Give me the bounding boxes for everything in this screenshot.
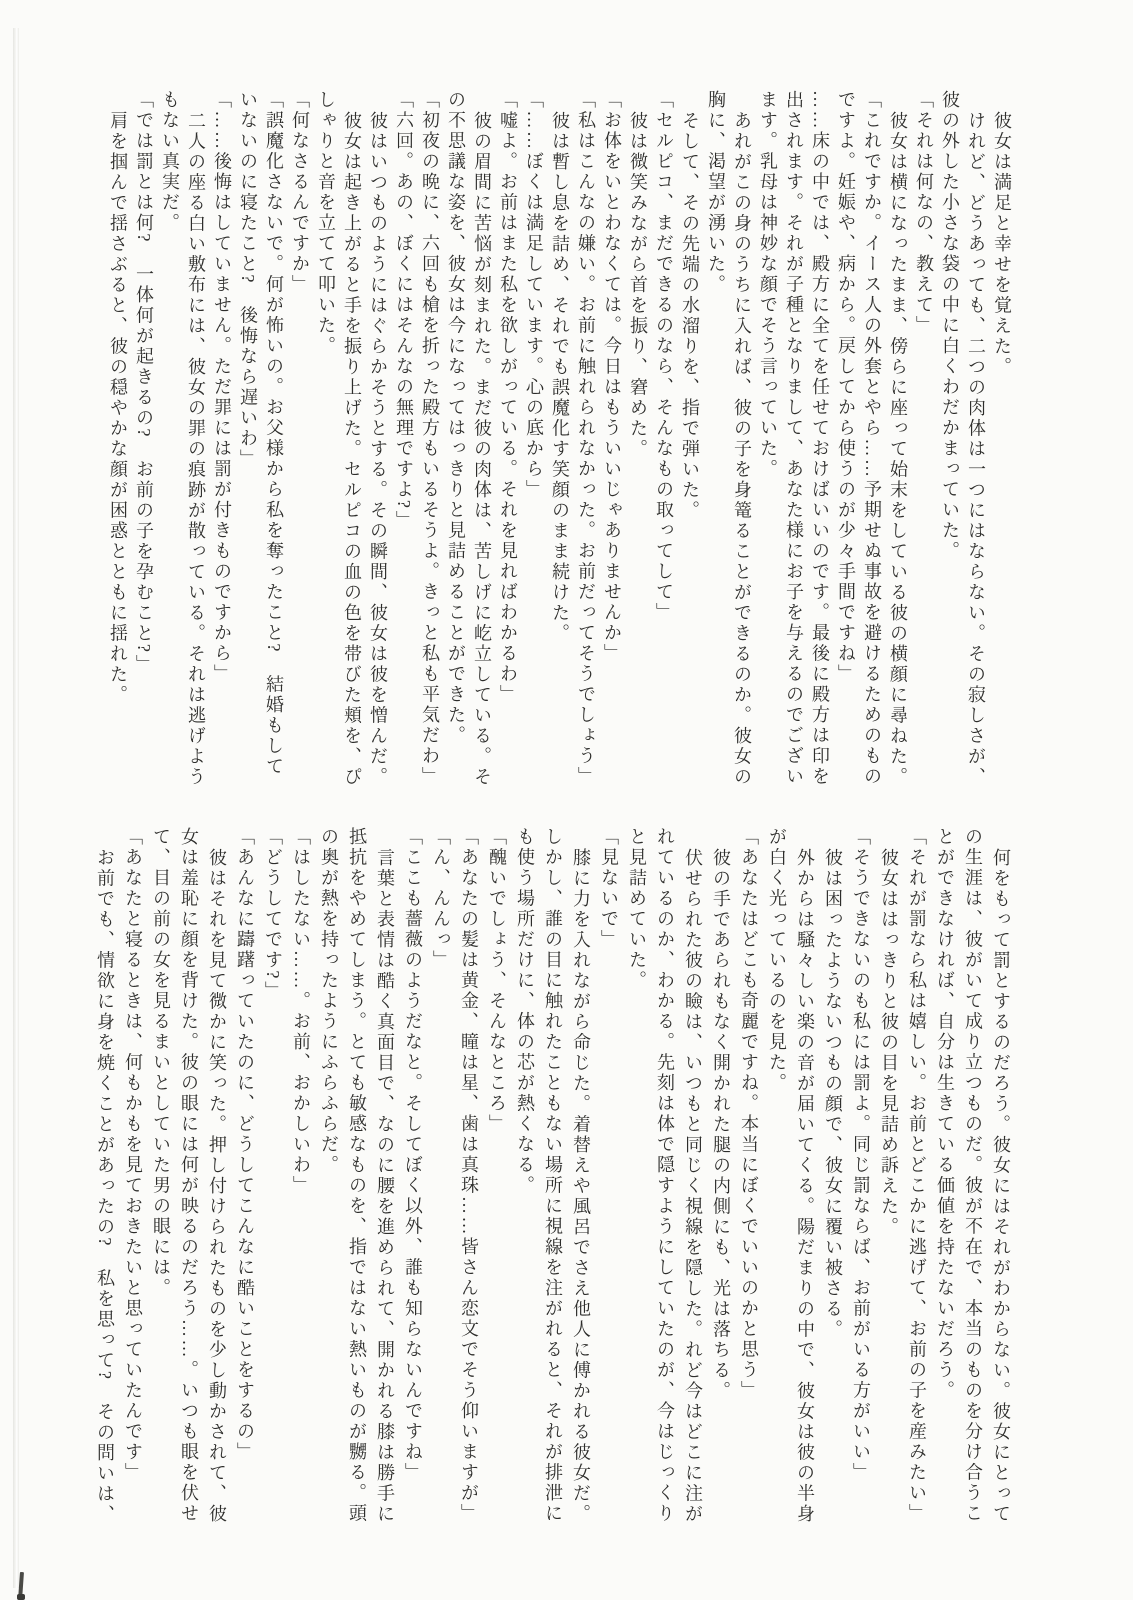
text-block-top bbox=[105, 90, 1015, 804]
text-line: 「あなたはどこも奇麗ですね。本当にぼくでいいのかと思う」 bbox=[739, 827, 759, 1401]
text-block-bottom bbox=[91, 827, 1015, 1545]
text-line: 「これですか。イース人の外套とやら……予期せぬ事故を避けるためのもの bbox=[862, 90, 882, 787]
text-line: 彼の手であられもなく開かれた腿の内側にも、光は落ちる。 bbox=[711, 848, 731, 1402]
text-line: て、目の前の女を見るまいとしていた男の眼には。 bbox=[151, 827, 171, 1299]
text-line: ます。乳母は神妙な顔でそう言っていた。 bbox=[758, 90, 778, 480]
text-line: 「あんなに躊躇っていたのに、どうしてこんなに酷いことをするの」 bbox=[235, 827, 255, 1463]
text-line: 膝に力を入れながら命じた。着替えや風呂でさえ他人に傅かれる彼女だ。 bbox=[571, 848, 591, 1525]
text-line: 胸に、渇望が湧いた。 bbox=[706, 90, 726, 295]
text-line: そして、その先端の水溜りを、指で弾いた。 bbox=[680, 111, 700, 521]
text-line: 彼女は起き上がると手を振り上げた。セルピコの血の色を帯びた頬を、ぴ bbox=[342, 111, 362, 788]
text-line: 彼女は満足と幸せを覚えた。 bbox=[992, 111, 1012, 378]
text-line: 「見ないで」 bbox=[599, 827, 619, 950]
text-line: 伏せられた彼の瞼は、いつもと同じく視線を隠した。れど今はどこに注が bbox=[683, 848, 703, 1525]
text-line: 「あなたの髪は黄金、瞳は星、歯は真珠……皆さん恋文でそう仰いますが」 bbox=[459, 827, 479, 1524]
text-line: 「私はこんなの嫌い。お前に触れられなかった。お前だってそうでしょう」 bbox=[576, 90, 596, 787]
text-line: 彼の外した小さな袋の中に白くわだかまっていた。 bbox=[940, 90, 960, 562]
text-line: 二人の座る白い敷布には、彼女の罪の痕跡が散っている。それは逃げよう bbox=[186, 111, 206, 788]
text-line: 「初夜の晩に、六回も槍を折った殿方もいるそうよ。きっと私も平気だわ」 bbox=[420, 90, 440, 787]
text-line: とができなければ、自分は生きている価値を持たないだろう。 bbox=[935, 827, 955, 1401]
text-line: しゃりと音を立てて叩いた。 bbox=[316, 90, 336, 357]
text-line: 彼は微笑みながら首を振り、窘めた。 bbox=[628, 111, 648, 460]
text-line: 「それは何なの、教えて」 bbox=[914, 90, 934, 336]
text-line: の不思議な姿を、彼女は今になってはっきりと見詰めることができた。 bbox=[446, 90, 466, 746]
text-line: の生涯は、彼がいて成り立つものだ。彼が不在で、本当のものを分け合うこ bbox=[963, 827, 983, 1524]
text-line: 「誤魔化さないで。何が怖いの。お父様から私を奪ったこと? 結婚もして bbox=[264, 90, 284, 777]
text-line: 彼女ははっきりと彼の目を見詰め訴えた。 bbox=[879, 848, 899, 1238]
text-line: 「はしたない……。お前、おかしいわ」 bbox=[291, 827, 311, 1196]
text-line: ですよ。妊娠や、病から。戻してから使うのが少々手間ですね」 bbox=[836, 90, 856, 685]
text-line: もない真実だ。 bbox=[160, 90, 180, 234]
text-line: 彼は困ったようないつもの顔で、彼女に覆い被さる。 bbox=[823, 848, 843, 1340]
text-line: 「ん、んんっ」 bbox=[431, 827, 451, 971]
text-line: 「醜いでしょう、そんなところ」 bbox=[487, 827, 507, 1135]
text-line: 「……ぼくは満足しています。心の底から」 bbox=[524, 90, 544, 500]
text-line: の奥が熱を持ったようにふらふらだ。 bbox=[319, 827, 339, 1176]
text-line: 外からは騒々しい楽の音が届いてくる。陽だまりの中で、彼女は彼の半身 bbox=[795, 848, 815, 1525]
text-line: 彼女は横になったまま、傍らに座って始末をしている彼の横顔に尋ねた。 bbox=[888, 111, 908, 788]
text-line: お前でも、情欲に身を焼くことがあったの? 私を思って? その問いは、 bbox=[95, 848, 115, 1525]
text-line: 「お体をいとわなくては。今日はもういいじゃありませんか」 bbox=[602, 90, 622, 664]
corner-ink-dot bbox=[17, 1594, 25, 1600]
text-line: 彼はいつものようにはぐらかそうとする。その瞬間、彼女は彼を憎んだ。 bbox=[368, 111, 388, 788]
text-line: と見詰めていた。 bbox=[627, 827, 647, 991]
text-line: れているのか、わかる。先刻は体で隠すようにしていたのが、今はじっくり bbox=[655, 827, 675, 1524]
text-line: 「六回。あの、ぼくにはそんなの無理ですよ?」 bbox=[394, 90, 414, 531]
text-line: 「セルピコ、まだできるのなら、そんなもの取ってして」 bbox=[654, 90, 674, 623]
text-line: 「あなたと寝るときは、何もかもを見ておきたいと思っていたんです」 bbox=[123, 827, 143, 1483]
text-line: が白く光っているのを見た。 bbox=[767, 827, 787, 1094]
text-line: 何をもって罰とするのだろう。彼女にはそれがわからない。彼女にとって bbox=[991, 848, 1011, 1525]
text-line: 抵抗をやめてしまう。とても敏感なものを、指ではない熱いものが嬲る。頭 bbox=[347, 827, 367, 1524]
text-line: 「そうできないのも私には罰よ。同じ罰ならば、お前がいる方がいい」 bbox=[851, 827, 871, 1483]
text-line: 「……後悔はしていません。ただ罪には罰が付きものですから」 bbox=[212, 90, 232, 685]
text-line: 「嘘よ。お前はまた私を欲しがっている。それを見ればわかるわ」 bbox=[498, 90, 518, 705]
text-line: 「どうしてです?」 bbox=[263, 827, 283, 1002]
text-line: 「では罰とは何? 一体何が起きるの? お前の子を孕むこと?」 bbox=[134, 90, 154, 675]
scan-crease-artifact bbox=[13, 28, 19, 1588]
text-line: 肩を掴んで揺さぶると、彼の穏やかな顔が困惑とともに揺れた。 bbox=[108, 111, 128, 706]
text-line: あれがこの身のうちに入れば、彼の子を身篭ることができるのか。彼女の bbox=[732, 111, 752, 788]
text-line: けれど、どうあっても、二つの肉体は一つにはならない。その寂しさが、 bbox=[966, 111, 986, 788]
text-line: しかし、誰の目に触れたこともない場所に視線を注がれると、それが排泄に bbox=[543, 827, 563, 1524]
text-line: 彼は暫し息を詰め、それでも誤魔化す笑顔のまま続けた。 bbox=[550, 111, 570, 644]
text-line: 「それが罰なら私は嬉しい。お前とどこかに逃げて、お前の子を産みたい」 bbox=[907, 827, 927, 1524]
text-line: 女は羞恥に顔を背けた。彼の眼には何が映るのだろう……。いつも眼を伏せ bbox=[179, 827, 199, 1524]
text-line: ……床の中では、殿方に全てを任せておけばいいのです。最後に殿方は印を bbox=[810, 90, 830, 787]
text-line: 彼の眉間に苦悩が刻まれた。まだ彼の肉体は、苦しげに屹立している。そ bbox=[472, 111, 492, 788]
text-line: いないのに寝たこと? 後悔なら遅いわ」 bbox=[238, 90, 258, 470]
text-line: 出されます。それが子種となりまして、あなた様にお子を与えるのでござい bbox=[784, 90, 804, 787]
text-line: 彼はそれを見て微かに笑った。押し付けられたものを少し動かされて、彼 bbox=[207, 848, 227, 1525]
text-line: 「何なさるんですか」 bbox=[290, 90, 310, 295]
text-line: も使う場所だけに、体の芯が熱くなる。 bbox=[515, 827, 535, 1196]
text-line: 言葉と表情は酷く真面目で、なのに腰を進められて、開かれる膝は勝手に bbox=[375, 848, 395, 1525]
text-line: 「ここも薔薇のようだなと。そしてぼく以外、誰も知らないんですね」 bbox=[403, 827, 423, 1483]
